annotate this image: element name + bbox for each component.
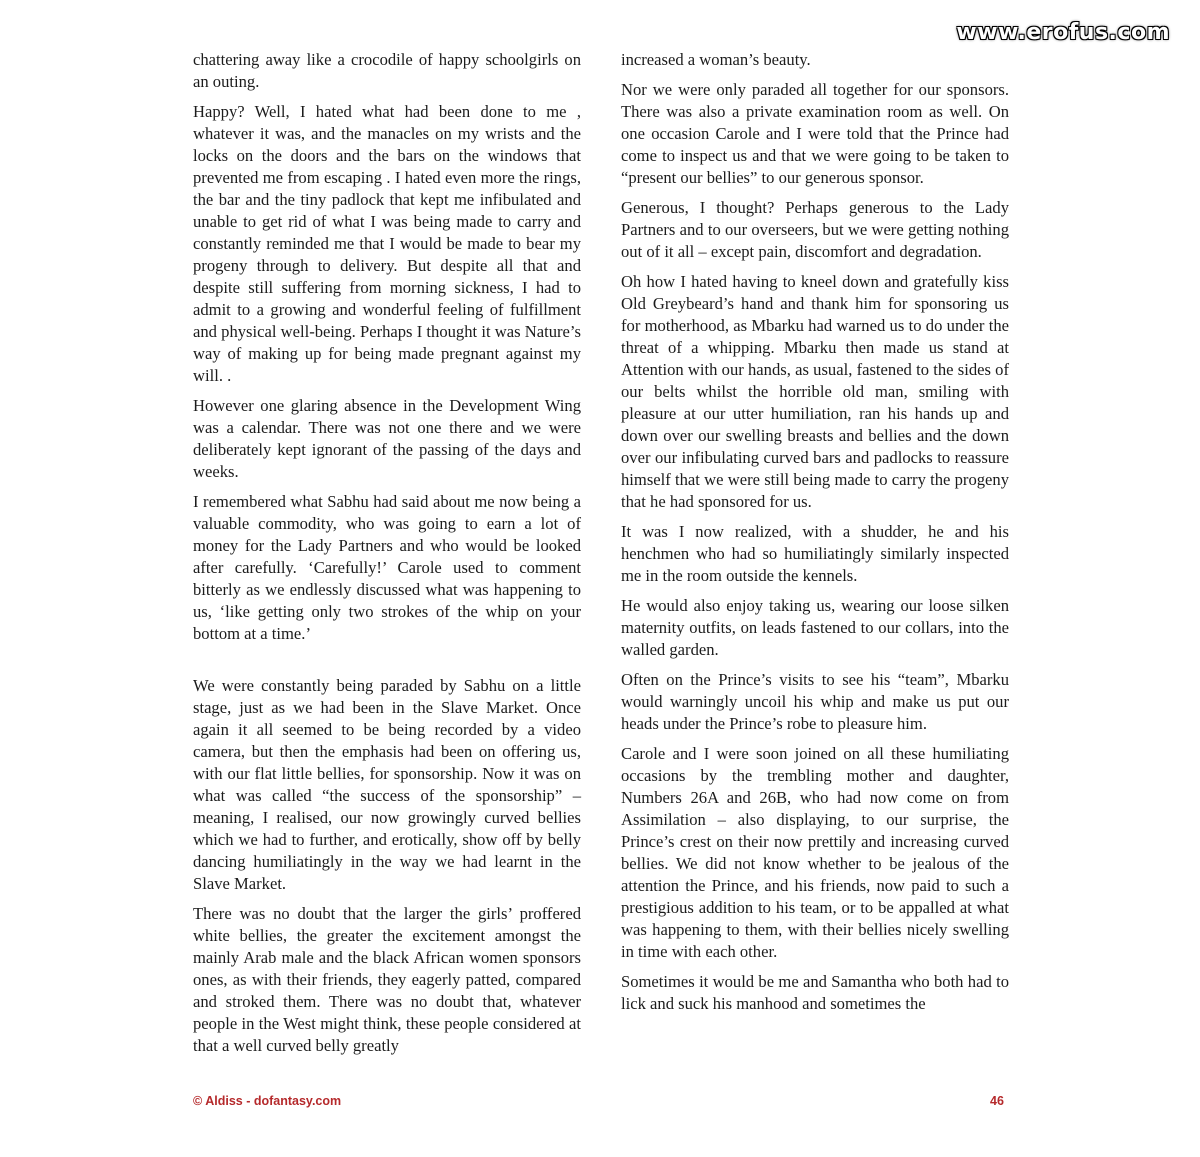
paragraph: chattering away like a crocodile of happy schoolgirls on an outing. xyxy=(193,50,581,91)
paragraph: We were constantly being paraded by Sabhu on a little stage, just as we had been in the Slave Market. Once again it all seemed to be being recorded by a video camera, but then the emphasis had been on offering us, with our flat little bellies, for sponsorship. Now it was on what was called “the success of the sponsorship” – meaning, I realised, our now growingly curved bellies which we had to further, and erotically, show off by belly dancing humiliatingly in the way we had learnt in the Slave Market. xyxy=(193,676,581,893)
paragraph: Sometimes it would be me and Samantha who both had to lick and suck his manhood and sometimes the xyxy=(621,972,1009,1013)
right-text-column xyxy=(621,49,1009,1023)
paragraph: Carole and I were soon joined on all these humiliating occasions by the trembling mother and daughter, Numbers 26A and 26B, who had now come on from Assimilation – also displaying, to our surprise, the Prince’s crest on their now prettily and increasing curved bellies. We did not know whether to be jealous of the attention the Prince, and his friends, now paid to such a prestigious addition to his team, or to be appalled at what was happening to them, with their bellies nicely swelling in time with each other. xyxy=(621,744,1009,961)
paragraph: There was no doubt that the larger the girls’ proffered white bellies, the greater the excitement amongst the mainly Arab male and the black African women sponsors ones, as with their friends, they eagerly patted, compared and stroked them. There was no doubt that, whatever people in the West might think, these people considered at that a well curved belly greatly xyxy=(193,904,581,1055)
paragraph: However one glaring absence in the Development Wing was a calendar. There was not one there and we were deliberately kept ignorant of the passing of the days and weeks. xyxy=(193,396,581,481)
paragraph: increased a woman’s beauty. xyxy=(621,50,811,69)
paragraph: Nor we were only paraded all together for our sponsors. There was also a private examination room as well. On one occasion Carole and I were told that the Prince had come to inspect us and that we were going to be taken to “present our bellies” to our generous sponsor. xyxy=(621,80,1009,187)
paragraph: Generous, I thought? Perhaps generous to the Lady Partners and to our overseers, but we were getting nothing out of it all – except pain, discomfort and degradation. xyxy=(621,198,1009,261)
paragraph: Oh how I hated having to kneel down and gratefully kiss Old Greybeard’s hand and thank him for sponsoring us for motherhood, as Mbarku had warned us to do under the threat of a whipping. Mbarku then made us stand at Attention with our hands, as usual, fastened to the sides of our belts whilst the horrible old man, smiling with pleasure at our utter humiliation, ran his hands up and down over our swelling breasts and bellies and the down over our infibulating curved bars and padlocks to reassure himself that we were still being made to carry the progeny that he had sponsored for us. xyxy=(621,272,1009,511)
paragraph: I remembered what Sabhu had said about me now being a valuable commodity, who was going to earn a lot of money for the Lady Partners and who would be looked after carefully. ‘Carefully!’ Carole used to comment bitterly as we endlessly discussed what was happening to us, ‘like getting only two strokes of the whip on your bottom at a time.’ xyxy=(193,492,581,643)
paragraph: He would also enjoy taking us, wearing our loose silken maternity outfits, on leads fastened to our collars, into the walled garden. xyxy=(621,596,1009,659)
page-number: 46 xyxy=(990,1094,1004,1108)
paragraph: Often on the Prince’s visits to see his “team”, Mbarku would warningly uncoil his whip and make us put our heads under the Prince’s robe to pleasure him. xyxy=(621,670,1009,733)
site-watermark: www.erofus.com xyxy=(956,20,1170,45)
footer-copyright: © Aldiss - dofantasy.com xyxy=(193,1094,342,1108)
paragraph: It was I now realized, with a shudder, he and his henchmen who had so humiliatingly similarly inspected me in the room outside the kennels. xyxy=(621,522,1009,585)
paragraph: Happy? Well, I hated what had been done to me , whatever it was, and the manacles on my wrists and the locks on the doors and the bars on the windows that prevented me from escaping . I hated even more the rings, the bar and the tiny padlock that kept me infibulated and unable to get rid of what I was being made to carry and constantly reminded me that I would be made to bear my progeny through to delivery. But despite all that and despite still suffering from morning sickness, I had to admit to a growing and wonderful feeling of fulfillment and physical well-being. Perhaps I thought it was Nature’s way of making up for being made pregnant against my will. . xyxy=(193,102,581,385)
left-text-column xyxy=(193,49,581,1065)
